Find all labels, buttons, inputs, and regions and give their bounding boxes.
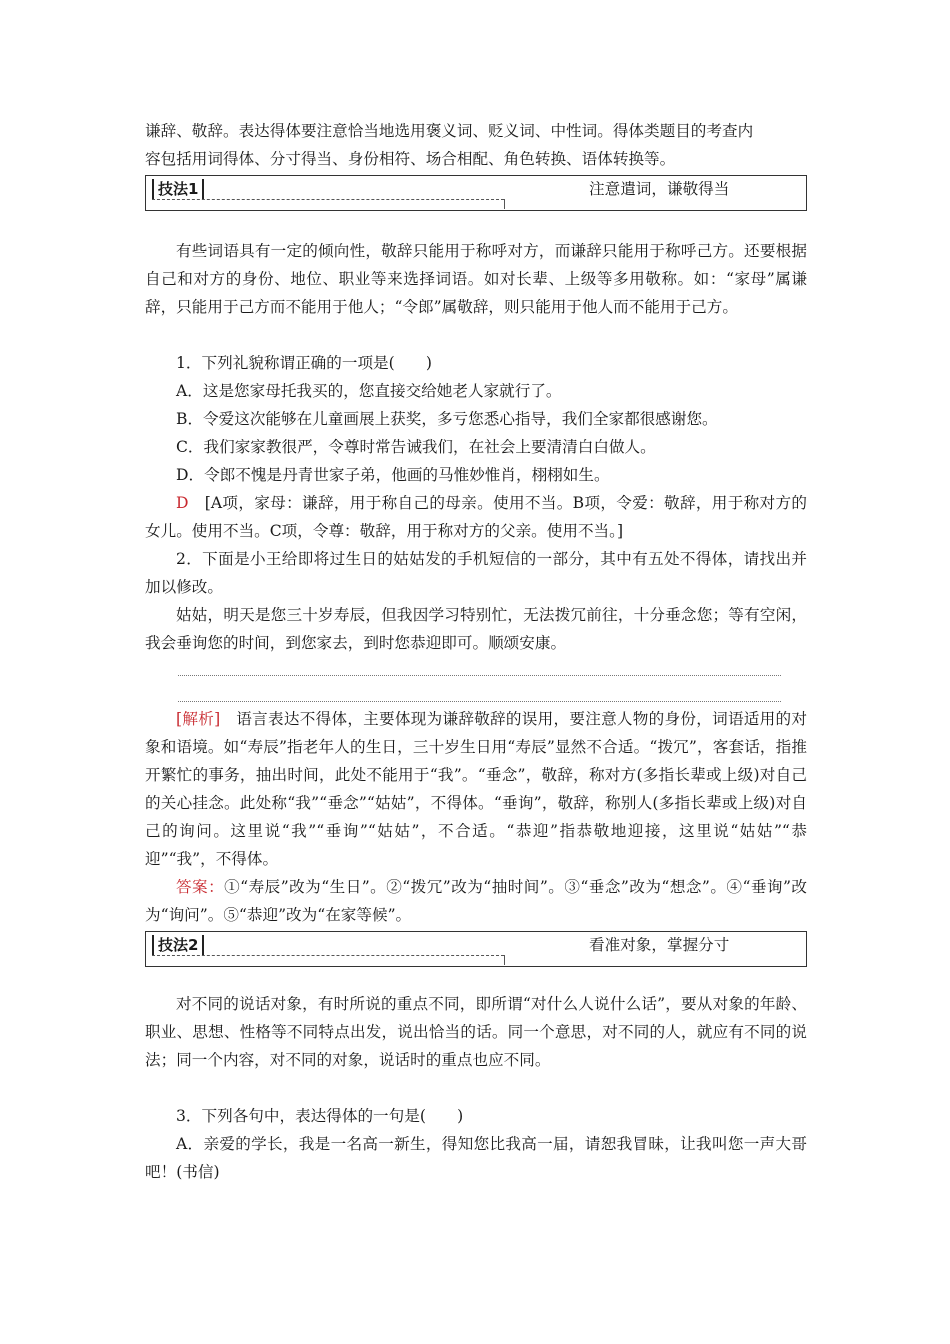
- answer-letter: D: [176, 494, 189, 512]
- question-1-stem: 1．下列礼貌称谓正确的一项是( ): [176, 354, 432, 372]
- dashed-divider: [152, 955, 504, 956]
- analysis-text: 语言表达不得体，主要体现为谦辞敬辞的误用，要注意人物的身份，词语适用的对象和语境。如“寿辰”指老年人的生日，三十岁生日用“寿辰”显然不合适。“拨冗”，客套话，指推开繁忙的事务，抽出时间，此处不能用于“我”。“垂念”，敬辞，称对方(多指长辈或上级)对自己的关心挂念。此处称“我”“垂念”“姑姑”，不得体。“垂询”，敬辞，称别人(多指长辈或上级)对自己的询问。这里说“我”“垂询”“姑姑”，不合适。“恭迎”指恭敬地迎接，这里说“姑姑”“恭迎”“我”，不得体。: [145, 710, 807, 868]
- intro-line-2: 容包括用词得体、分寸得当、身份相符、场合相配、角色转换、语体转换等。: [145, 150, 676, 168]
- divider-tick: [504, 955, 505, 965]
- technique-1-body: 有些词语具有一定的倾向性，敬辞只能用于称呼对方，而谦辞只能用于称呼己方。还要根据自己和对方的身份、地位、职业等来选择词语。如对长辈、上级等多用敬称。如：“家母”属谦辞，只能用于己方而不能用于他人；“令郎”属敬辞，则只能用于他人而不能用于己方。: [145, 242, 807, 316]
- question-2-analysis: [145, 705, 807, 873]
- question-2-answer: [145, 873, 807, 929]
- technique-2-header: [145, 931, 807, 967]
- technique-2-title: 看准对象，掌握分寸: [589, 936, 730, 954]
- analysis-label: [解析]: [176, 710, 221, 728]
- technique-1-title: 注意遣词，谦敬得当: [589, 180, 730, 198]
- question-2-stem: 2．下面是小王给即将过生日的姑姑发的手机短信的一部分，其中有五处不得体，请找出并加以修改。: [145, 550, 807, 596]
- question-1-option-b: B．令爱这次能够在儿童画展上获奖，多亏您悉心指导，我们全家都很感谢您。: [176, 410, 718, 428]
- answer-text: ①“寿辰”改为“生日”。②“拨冗”改为“抽时间”。③“垂念”改为“想念”。④“垂询”改为“询问”。⑤“恭迎”改为“在家等候”。: [145, 878, 807, 924]
- technique-1-tag: 技法1: [152, 179, 204, 199]
- question-1-option-d: D．令郎不愧是丹青世家子弟，他画的马惟妙惟肖，栩栩如生。: [176, 466, 610, 484]
- document-page: [145, 115, 807, 1186]
- answer-explanation: [A项，家母：谦辞，用于称自己的母亲。使用不当。B项，令爱：敬辞，用于称对方的女儿。使用不当。C项，令尊：敬辞，用于称对方的父亲。使用不当。]: [145, 494, 807, 540]
- intro-line-1: 谦辞、敬辞。表达得体要注意恰当地选用褒义词、贬义词、中性词。得体类题目的考查内: [145, 122, 754, 140]
- question-1-answer: [145, 489, 807, 545]
- technique-1-header: [145, 175, 807, 211]
- question-1-option-c: C．我们家家教很严，令尊时常告诫我们，在社会上要清清白白做人。: [176, 438, 656, 456]
- answer-label: 答案：: [176, 878, 225, 896]
- divider-tick: [504, 199, 505, 209]
- question-1-option-a: A．这是您家母托我买的，您直接交给她老人家就行了。: [176, 382, 562, 400]
- question-2-message: 姑姑，明天是您三十岁寿辰，但我因学习特别忙，无法拨冗前往，十分垂念您；等有空闲，我会垂询您的时间，到您家去，到时您恭迎即可。顺颂安康。: [145, 606, 807, 652]
- question-3-option-a: A．亲爱的学长，我是一名高一新生，得知您比我高一届，请恕我冒昧，让我叫您一声大哥吧！(书信): [145, 1135, 807, 1181]
- technique-2-body: 对不同的说话对象，有时所说的重点不同，即所谓“对什么人说什么话”，要从对象的年龄、职业、思想、性格等不同特点出发，说出恰当的话。同一个意思，对不同的人，就应有不同的说法；同一个内容，对不同的对象，说话时的重点也应不同。: [145, 995, 807, 1069]
- question-3-stem: 3．下列各句中，表达得体的一句是( ): [176, 1107, 464, 1125]
- dashed-divider: [152, 199, 504, 200]
- technique-2-tag: 技法2: [152, 935, 204, 955]
